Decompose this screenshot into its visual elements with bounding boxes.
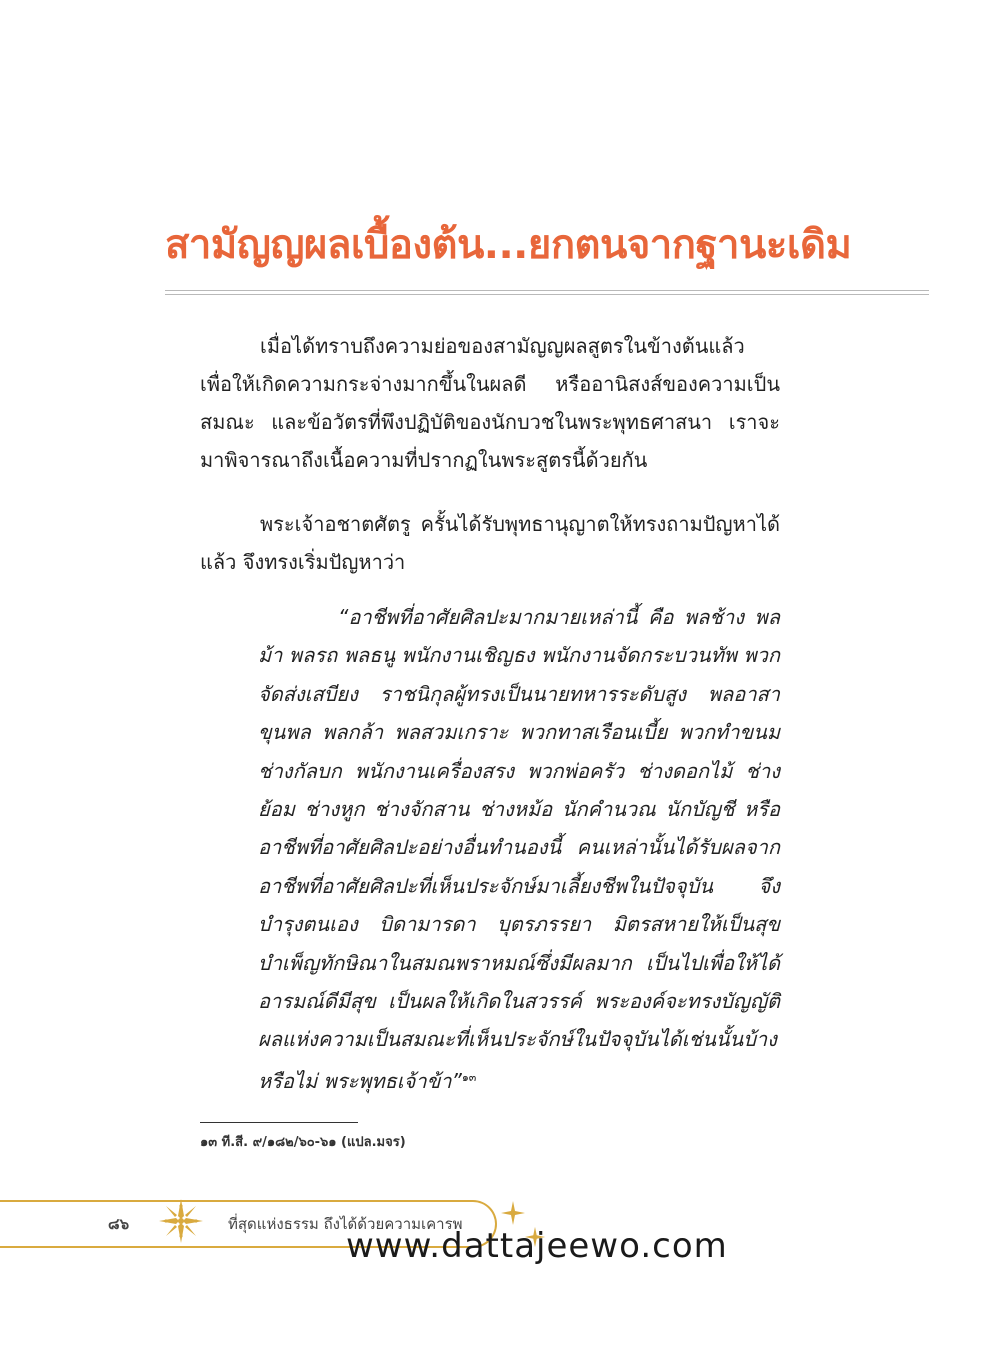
footnote-divider [200,1122,358,1123]
body-paragraph-2: พระเจ้าอชาตศัตรู ครั้นได้รับพุทธานุญาตให้ทรงถามปัญหาได้แล้ว จึงทรงเริ่มปัญหาว่า [200,512,780,574]
sparkle-icon [500,1200,526,1226]
watermark: www.dattajeewo.com [346,1226,728,1266]
sutta-quote [258,598,780,1100]
quote-text: “อาชีพที่อาศัยศิลปะมากมายเหล่านี้ คือ พลช้าง พลม้า พลรถ พลธนู พนักงานเชิญธง พนักงานจัดกระบวนทัพ พวกจัดส่งเสบียง ราชนิกุลผู้ทรงเป็นนายทหารระดับสูง พลอาสาขุนพล พลกล้า พลสวมเกราะ พวกทาสเรือนเบี้ย พวกทำขนม ช่างกัลบก พนักงานเครื่องสรง พวกพ่อครัว ช่างดอกไม้ ช่างย้อม ช่างหูก ช่างจักสาน ช่างหม้อ นักคำนวณ นักบัญชี หรืออาชีพที่อาศัยศิลปะอย่างอื่นทำนองนี้ คนเหล่านั้นได้รับผลจากอาชีพที่อาศัยศิลปะที่เห็นประจักษ์มาเลี้ยงชีพในปัจจุบัน จึงบำรุงตนเอง บิดามารดา บุตรภรรยา มิตรสหายให้เป็นสุข บำเพ็ญทักษิณาในสมณพราหมณ์ซึ่งมีผลมาก เป็นไปเพื่อให้ได้อารมณ์ดีมีสุข เป็นผลให้เกิดในสวรรค์ พระองค์จะทรงบัญญัติผลแห่งความเป็นสมณะที่เห็นประจักษ์ในปัจจุบันได้เช่นนั้นบ้างหรือไม่ พระพุทธเจ้าข้า” [258,605,780,1093]
page-heading: สามัญญผลเบื้องต้น...ยกตนจากฐานะเดิม [165,222,852,268]
book-title: ที่สุดแห่งธรรม ถึงได้ด้วยความเคารพ [228,1215,463,1233]
body-paragraph-1: เมื่อได้ทราบถึงความย่อของสามัญญผลสูตรในข้างต้นแล้ว เพื่อให้เกิดความกระจ่างมากขึ้นในผลดี หรืออานิสงส์ของความเป็นสมณะ และข้อวัตรที่พึงปฏิบัติของนักบวชในพระพุทธศาสนา เราจะมาพิจารณาถึงเนื้อความที่ปรากฏในพระสูตรนี้ด้วยกัน [200,334,780,472]
footnote-reference[interactable]: ๑๓ [461,1070,477,1084]
heading-divider-secondary [165,294,929,295]
footnote: ๑๓ ที.สี. ๙/๑๘๒/๖๐-๖๑ (แปล.มจร) [200,1135,406,1150]
page-number: ๘๖ [108,1215,130,1233]
heading-divider [165,290,929,291]
flower-ornament-icon [156,1196,206,1246]
